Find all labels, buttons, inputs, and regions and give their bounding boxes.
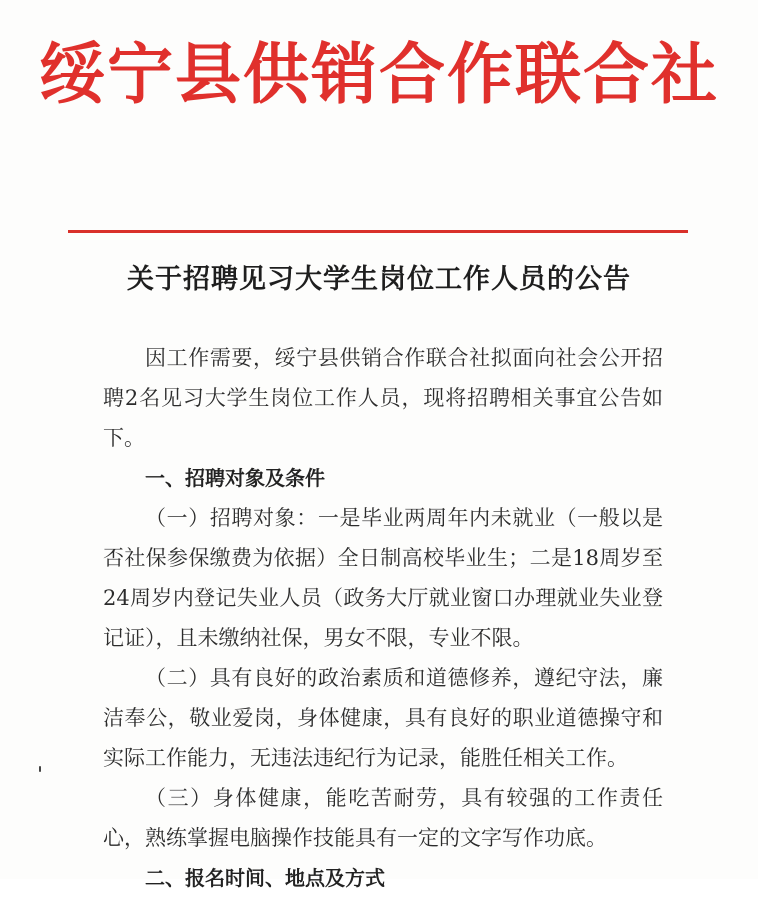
document-body — [103, 338, 663, 898]
scan-speck — [39, 766, 41, 772]
condition-item-1: （一）招聘对象：一是毕业两周年内未就业（一般以是否社保参保缴费为依据）全日制高校毕业生；二是18周岁至24周岁内登记失业人员（政务大厅就业窗口办理就业失业登记证），且未缴纳社保，男女不限，专业不限。 — [103, 506, 663, 650]
red-divider-line — [68, 230, 688, 233]
section-heading-2: 二、报名时间、地点及方式 — [145, 866, 385, 890]
intro-paragraph: 因工作需要，绥宁县供销合作联合社拟面向社会公开招聘2名见习大学生岗位工作人员，现将招聘相关事宜公告如下。 — [103, 346, 663, 450]
condition-item-3: （三）身体健康，能吃苦耐劳，具有较强的工作责任心，熟练掌握电脑操作技能具有一定的文字写作功底。 — [103, 786, 663, 850]
organization-header: 绥宁县供销合作联合社 — [39, 35, 719, 113]
condition-item-2: （二）具有良好的政治素质和道德修养，遵纪守法，廉洁奉公，敬业爱岗，身体健康，具有良好的职业道德操守和实际工作能力，无违法违纪行为记录，能胜任相关工作。 — [103, 666, 663, 770]
section-heading-1: 一、招聘对象及条件 — [145, 466, 325, 490]
document-title: 关于招聘见习大学生岗位工作人员的公告 — [127, 264, 631, 295]
